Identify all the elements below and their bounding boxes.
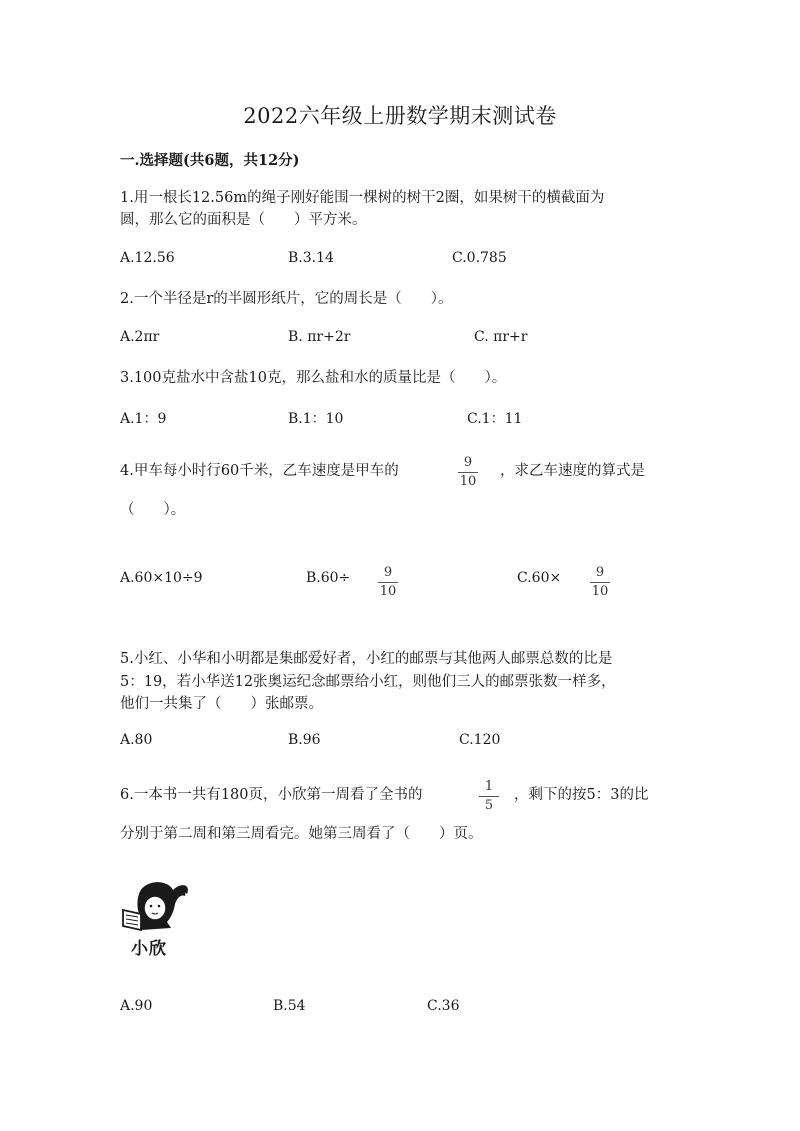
fraction-numerator: 9 (383, 565, 393, 580)
question-1-line-2: 圆，那么它的面积是（ ）平方米。 (120, 212, 367, 228)
question-1-option-b: B.3.14 (288, 250, 334, 266)
girl-reading-illustration (117, 876, 191, 958)
question-5-line-3: 他们一共集了（ ）张邮票。 (120, 696, 323, 712)
question-2-option-a: A.2πr (120, 329, 160, 345)
question-3-option-b: B.1：10 (288, 411, 344, 427)
question-3-line-1: 3.100克盐水中含盐10克，那么盐和水的质量比是（ ）。 (120, 370, 507, 386)
question-4-line-1a: 4.甲车每小时行60千米，乙车速度是甲车的 (120, 463, 399, 479)
question-4-option-c-fraction (590, 565, 610, 600)
question-6-line-1a: 6.一本书一共有180页，小欣第一周看了全书的 (120, 787, 423, 803)
question-1-option-a: A.12.56 (120, 250, 175, 266)
fraction-denominator: 10 (459, 474, 477, 489)
fraction-denominator: 10 (591, 584, 609, 599)
question-2-option-b: B. πr+2r (288, 329, 351, 345)
fraction-numerator: 9 (463, 455, 473, 470)
question-6-option-a: A.90 (120, 998, 153, 1014)
figure-caption: 小欣 (131, 939, 167, 959)
question-5-option-a: A.80 (120, 732, 153, 748)
fraction-bar (590, 582, 610, 583)
fraction-numerator: 1 (484, 779, 494, 794)
fraction-bar (378, 582, 398, 583)
question-6-option-c: C.36 (427, 998, 460, 1014)
fraction-numerator: 9 (595, 565, 605, 580)
question-1-line-1: 1.用一根长12.56m的绳子刚好能围一棵树的树干2圈，如果树干的横截面为 (120, 190, 605, 206)
question-4-fraction (458, 455, 478, 490)
fraction-bar (458, 472, 478, 473)
question-4-option-c: C.60× (517, 570, 562, 586)
question-6-option-b: B.54 (273, 998, 306, 1014)
question-6-fraction (479, 779, 499, 814)
question-5-option-b: B.96 (288, 732, 321, 748)
section-heading: 一.选择题(共6题，共12分) (120, 152, 300, 169)
question-4-line-1b: ，求乙车速度的算式是 (500, 463, 645, 479)
question-6-line-1b: ，剩下的按5：3的比 (514, 787, 649, 803)
fraction-denominator: 10 (379, 584, 397, 599)
question-3-option-c: C.1：11 (467, 411, 523, 427)
question-6-line-2: 分别于第二周和第三周看完。她第三周看了（ ）页。 (120, 826, 483, 842)
question-5-option-c: C.120 (459, 732, 501, 748)
question-4-option-b: B.60÷ (306, 570, 351, 586)
question-5-line-2: 5：19，若小华送12张奥运纪念邮票给小红，则他们三人的邮票张数一样多， (120, 674, 616, 690)
question-4-option-b-fraction (378, 565, 398, 600)
question-5-line-1: 5.小红、小华和小明都是集邮爱好者，小红的邮票与其他两人邮票总数的比是 (120, 651, 613, 667)
question-3-option-a: A.1：9 (120, 411, 167, 427)
fraction-bar (479, 796, 499, 797)
question-4-option-a: A.60×10÷9 (120, 570, 203, 586)
question-2-option-c: C. πr+r (474, 329, 528, 345)
fraction-denominator: 5 (484, 798, 494, 813)
question-4-line-2: （ ）。 (120, 502, 186, 518)
question-2-line-1: 2.一个半径是r的半圆形纸片，它的周长是（ ）。 (120, 291, 453, 307)
page-title: 2022六年级上册数学期末测试卷 (243, 104, 557, 128)
question-1-option-c: C.0.785 (452, 250, 507, 266)
